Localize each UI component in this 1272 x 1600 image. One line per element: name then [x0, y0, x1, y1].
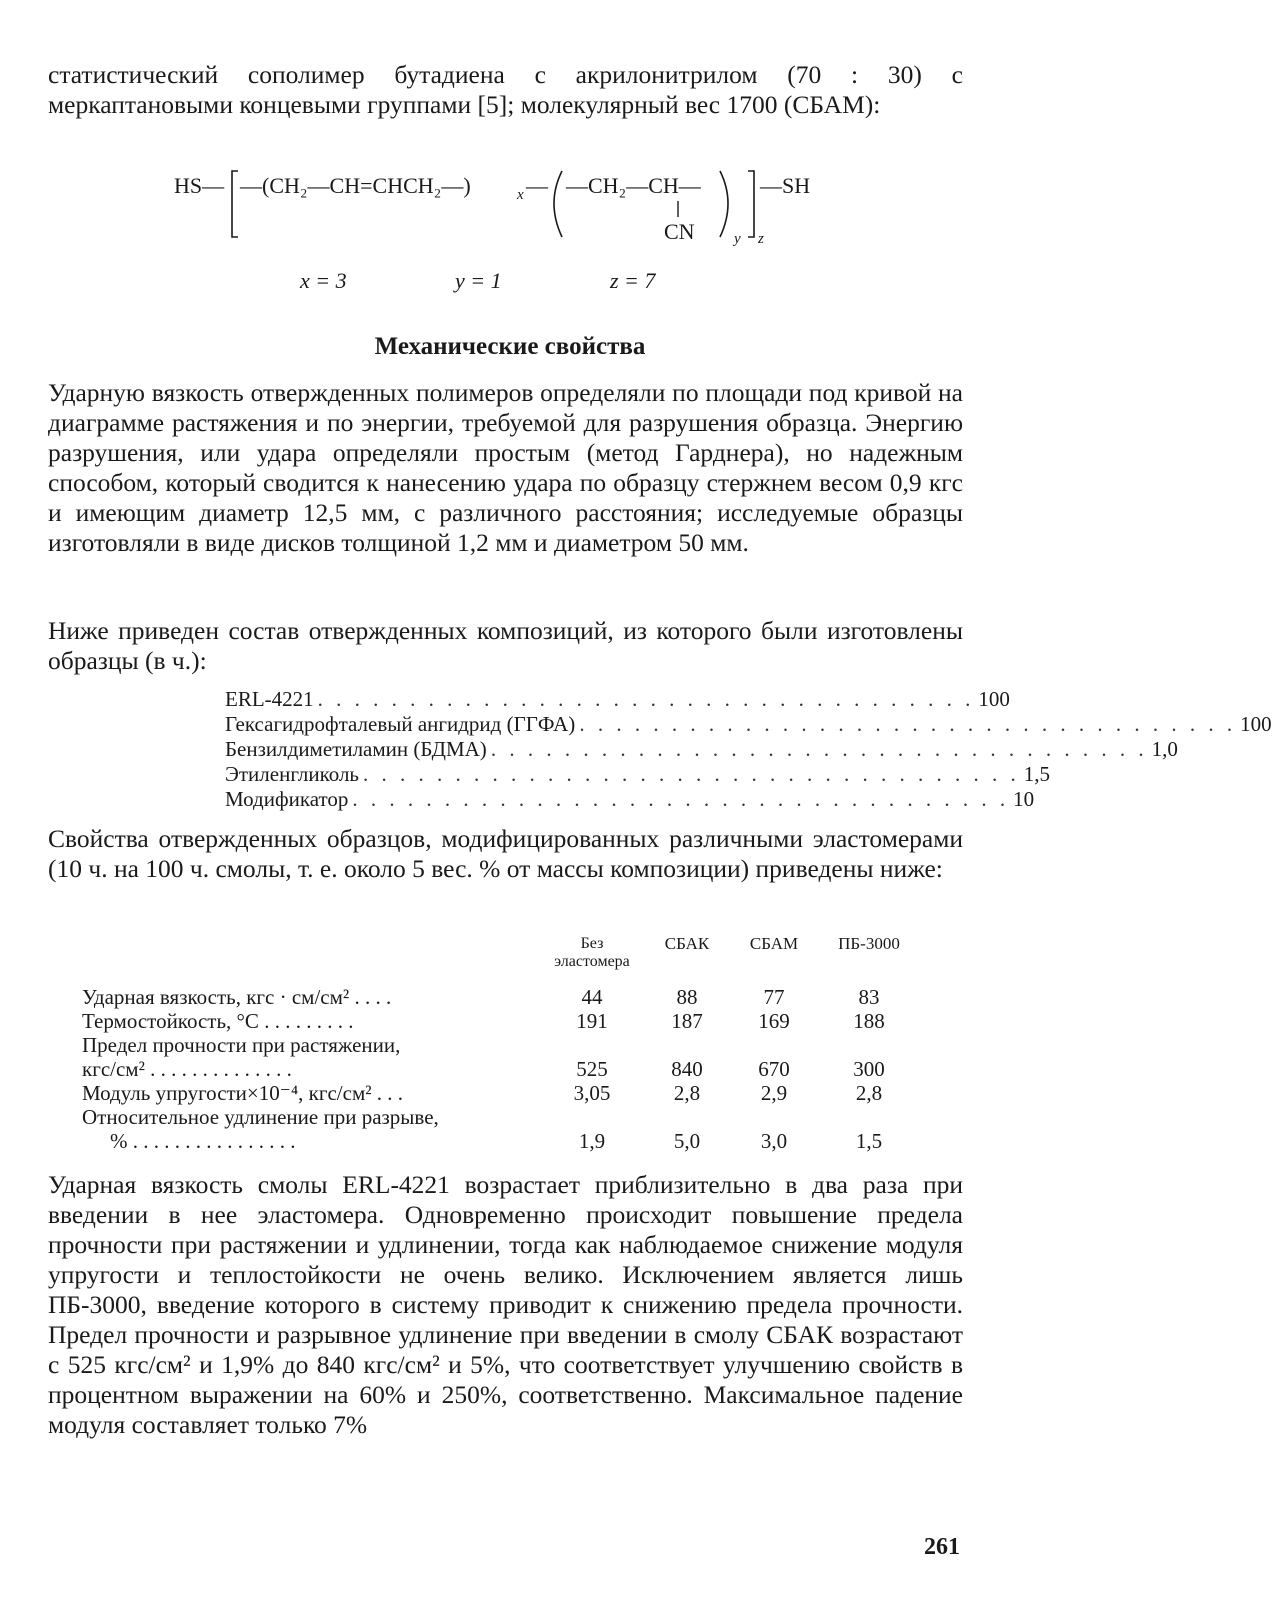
y-value: y = 1: [455, 268, 502, 293]
composition-value: 10: [1013, 787, 1035, 811]
table-row: [82, 1009, 922, 1033]
composition-value: 1,5: [1023, 762, 1050, 786]
cell: 188: [853, 1009, 885, 1033]
section-heading: Механические свойства: [374, 333, 646, 360]
cell: 2,8: [855, 1081, 883, 1105]
cell: 5,0: [673, 1129, 701, 1153]
composition-row: [225, 762, 1050, 787]
cell: 2,9: [760, 1081, 788, 1105]
chemical-formula: [172, 165, 852, 245]
cell: 77: [763, 985, 785, 1009]
composition-name: Бензилдиметиламин (БДМА): [225, 737, 487, 761]
row-label-cont: кгс/см² . . . . . . . . . . . . . .: [82, 1057, 292, 1081]
conclusion-paragraph: Ударная вязкость смолы ERL-4221 возрастает приблизительно в два раза при введении в нее эластомера. Одновременно происходит повышение предела прочности при растяжении и удлинении, тогда как наблюдаемое снижение модуля упругости и теплостойкости не очень велико. Исключением является лишь ПБ-3000, введение которого в систему приводит к снижению предела прочности. Предел прочности и разрывное удлинение при введении в смолу СБАК возрастают с 525 кгс/см² и 1,9% до 840 кгс/см² и 5%, что соответствует улучшению свойств в процентном выражении на 60% и 250%, соответственно. Максимальное падение модуля составляет только 7%: [48, 1170, 963, 1439]
leader-dots: . . . . . . . . . . . . . . . . . . . . . . . . . . . . . . . . . . . .: [490, 737, 1148, 761]
cell: 44: [581, 985, 603, 1009]
row-label-cont: % . . . . . . . . . . . . . . . .: [110, 1129, 296, 1153]
formula-hs-left: HS—: [174, 173, 225, 198]
cell: 840: [671, 1057, 703, 1081]
outer-left-bracket: [232, 171, 238, 237]
table-row: [82, 1129, 922, 1153]
cell: 1,9: [578, 1129, 606, 1153]
composition-name: ERL-4221: [225, 687, 314, 711]
table-row: [82, 1081, 922, 1105]
cell: 83: [858, 985, 880, 1009]
formula-svg: [172, 165, 852, 245]
composition-value: 100: [1240, 712, 1272, 736]
cell: 670: [758, 1057, 790, 1081]
cell: 300: [853, 1057, 885, 1081]
table-row: [82, 1105, 922, 1129]
composition-name: Модификатор: [225, 787, 349, 811]
composition-value: 100: [978, 687, 1010, 711]
row-label: Относительное удлинение при разрыве,: [82, 1105, 439, 1129]
col-header: Без эластомера: [554, 935, 630, 970]
formula-hs-right: —SH: [760, 173, 811, 198]
table-row: [82, 1033, 922, 1057]
composition-name: Гексагидрофталевый ангидрид (ГГФА): [225, 712, 576, 736]
x-value: x = 3: [300, 268, 347, 293]
cell: 187: [671, 1009, 703, 1033]
intro-paragraph: статистический сополимер бутадиена с акрилонитрилом (70 : 30) с меркаптановыми концевыми группами [5]; молекулярный вес 1700 (СБАМ):: [48, 60, 963, 119]
formula-unit2-top: —CH₂—CH—: [566, 173, 701, 198]
row-label: Термостойкость, °С . . . . . . . . .: [82, 1009, 354, 1033]
composition-value: 1,0: [1151, 737, 1178, 761]
col-header: ПБ-3000: [838, 934, 900, 953]
cell: 88: [676, 985, 698, 1009]
row-label: Модуль упругости×10⁻⁴, кгс/см² . . .: [82, 1081, 404, 1105]
composition-intro: Ниже приведен состав отвержденных композиций, из которого были изготовлены образцы (в ч.):: [48, 616, 963, 675]
formula-y-sub: y: [734, 231, 741, 247]
table-row: [82, 985, 922, 1009]
composition-row: [225, 737, 1178, 762]
cell: 3,05: [573, 1081, 611, 1105]
cell: 3,0: [760, 1129, 788, 1153]
composition-name: Этиленгликоль: [225, 762, 359, 786]
cell: 2,8: [673, 1081, 701, 1105]
table-header: [82, 935, 922, 985]
mechanical-paragraph: Ударную вязкость отвержденных полимеров определяли по площади под кривой на диаграмме растяжения и по энергии, требуемой для разрушения образца. Энергию разрушения, или удара определяли простым (метод Гарднера), но надежным способом, который сводится к нанесению удара по образцу стержнем весом 0,9 кгс и имеющим диаметр 12,5 мм, с различного расстояния; исследуемые образцы изготовляли в виде дисков толщиной 1,2 мм и диаметром 50 мм.: [48, 378, 963, 557]
row-label: Ударная вязкость, кгс · см/см² . . . .: [82, 985, 392, 1009]
properties-intro: Свойства отвержденных образцов, модифицированных различными эластомерами (10 ч. на 100 ч. смолы, т. е. около 5 вес. % от массы композиции) приведены ниже:: [48, 824, 963, 883]
z-value: z = 7: [610, 268, 656, 293]
formula-unit1: —(CH₂—CH=CHCH₂—): [240, 173, 471, 198]
inner-right-paren: [720, 171, 728, 237]
leader-dots: . . . . . . . . . . . . . . . . . . . . . . . . . . . . . . . . . . . .: [317, 687, 975, 711]
row-label: Предел прочности при растяжении,: [82, 1033, 401, 1057]
cell: 191: [576, 1009, 608, 1033]
leader-dots: . . . . . . . . . . . . . . . . . . . . . . . . . . . . . . . . . . . .: [352, 787, 1010, 811]
leader-dots: . . . . . . . . . . . . . . . . . . . . . . . . . . . . . . . . . . . .: [579, 712, 1237, 736]
page-number: 261: [924, 1534, 960, 1560]
cell: 169: [758, 1009, 790, 1033]
properties-table: [82, 935, 922, 1153]
col-header: СБАМ: [749, 934, 799, 953]
col-header: СБАК: [664, 934, 710, 953]
leader-dots: . . . . . . . . . . . . . . . . . . . . . . . . . . . . . . . . . . . .: [363, 762, 1020, 786]
composition-row: [225, 687, 1010, 712]
composition-row: [225, 787, 1035, 812]
composition-row: [225, 712, 1272, 737]
cell: 1,5: [855, 1129, 883, 1153]
table-row: [82, 1057, 922, 1081]
formula-z-sub: z: [758, 231, 764, 247]
cell: 525: [576, 1057, 608, 1081]
composition-list: [225, 687, 1272, 812]
outer-right-bracket: [748, 171, 754, 237]
inner-left-paren: [554, 171, 562, 237]
formula-x-sub: x: [517, 187, 524, 203]
formula-cn: CN: [664, 219, 695, 244]
formula-dash: —: [526, 173, 548, 198]
